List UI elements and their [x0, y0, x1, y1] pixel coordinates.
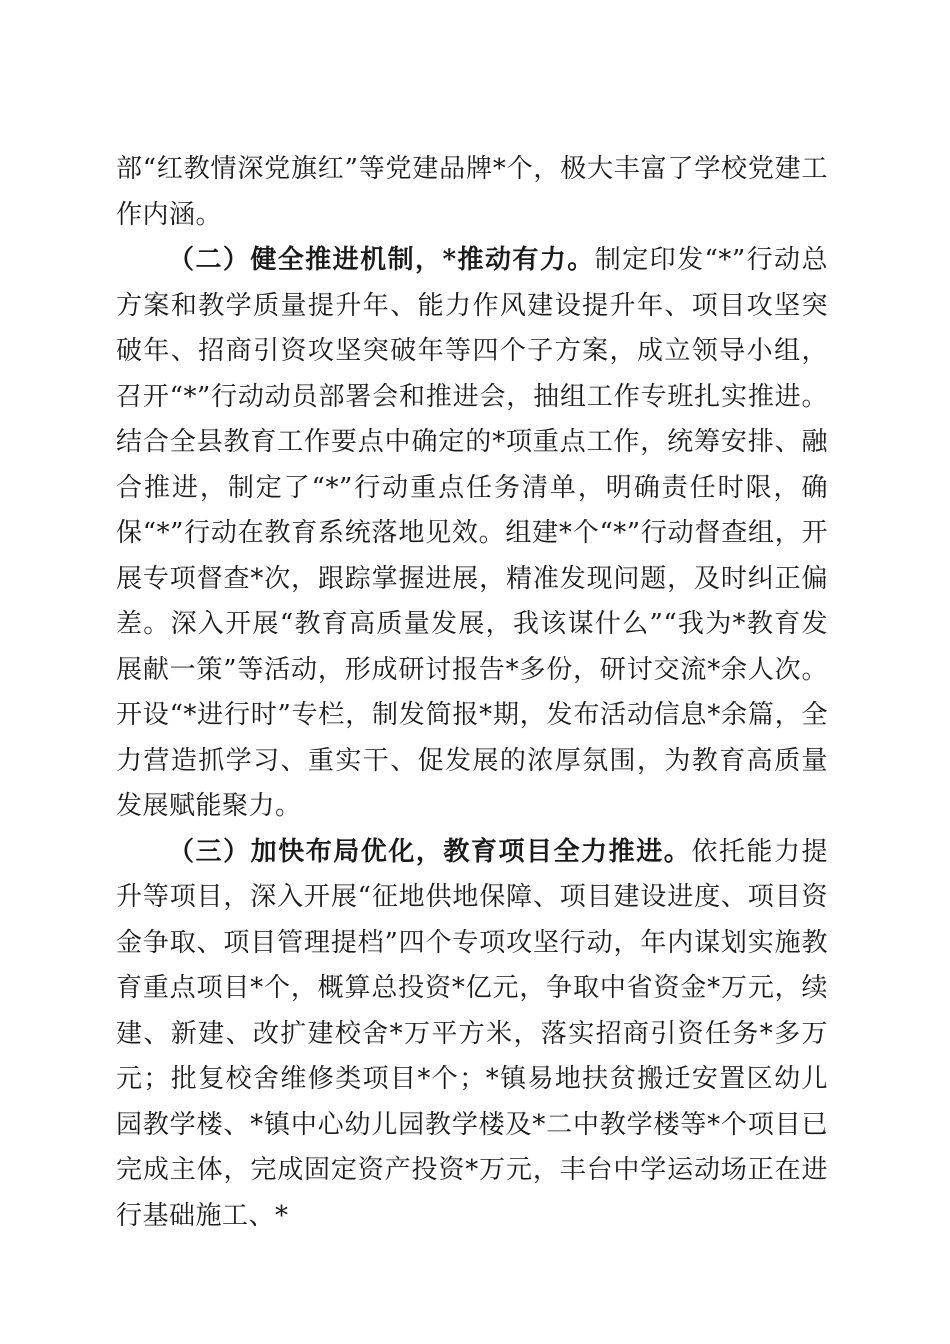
- document-body: [116, 147, 828, 1239]
- paragraph-continuation: [116, 147, 828, 238]
- paragraph-body: 制定印发“*”行动总方案和教学质量提升年、能力作风建设提升年、项目攻坚突破年、招商引资攻坚突破年等四个子方案，成立领导小组，召开“*”行动动员部署会和推进会，抽组工作专班扎实推进。结合全县教育工作要点中确定的*项重点工作，统筹安排、融合推进，制定了“*”行动重点任务清单，明确责任时限，确保“*”行动在教育系统落地见效。组建*个“*”行动督查组，开展专项督查*次，跟踪掌握进展，精准发现问题，及时纠正偏差。深入开展“教育高质量发展，我该谋什么”“我为*教育发展献一策”等活动，形成研讨报告*多份，研讨交流*余人次。开设“*进行时”专栏，制发简报*期，发布活动信息*余篇，全力营造抓学习、重实干、促发展的浓厚氛围，为教育高质量发展赋能聚力。: [116, 245, 828, 821]
- paragraph-body: 依托能力提升等项目，深入开展“征地供地保障、项目建设进度、项目资金争取、项目管理提档”四个专项攻坚行动，年内谋划实施教育重点项目*个，概算总投资*亿元，争取中省资金*万元，续建、新建、改扩建校舍*万平方米，落实招商引资任务*多万元；批复校舍维修类项目*个；*镇易地扶贫搬迁安置区幼儿园教学楼、*镇中心幼儿园教学楼及*二中教学楼等*个项目已完成主体，完成固定资产投资*万元，丰台中学运动场正在进行基础施工、*: [116, 836, 828, 1231]
- section-three-heading: （三）加快布局优化，教育项目全力推进。: [168, 836, 692, 867]
- paragraph-section-three: [116, 830, 828, 1240]
- paragraph-body: 部“红教情深党旗红”等党建品牌*个，极大丰富了学校党建工作内涵。: [116, 154, 828, 230]
- paragraph-section-two: [116, 238, 828, 830]
- section-two-heading: （二）健全推进机制，*推动有力。: [168, 245, 595, 275]
